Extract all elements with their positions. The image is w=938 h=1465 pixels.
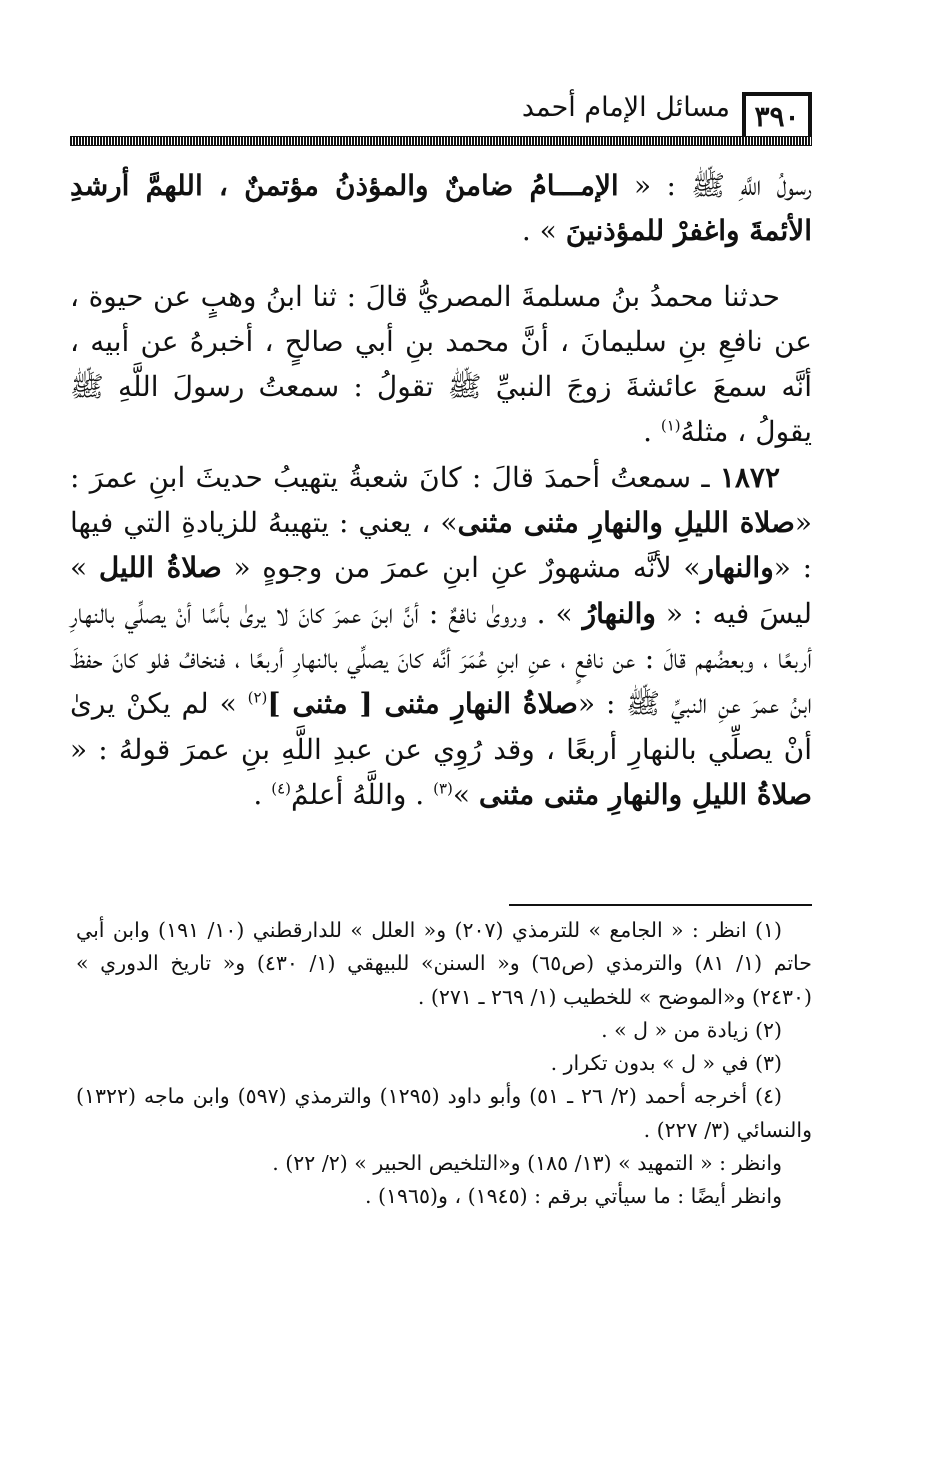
footnote-4-see-also: وانظر : « التمهيد » (١٣/ ١٨٥) و«التلخيص الحبير » (٢/ ٢٢) . <box>272 1151 782 1176</box>
header-rule <box>70 136 812 146</box>
masala-number: ١٨٧٢ <box>719 460 780 494</box>
footnote-4-see-also-2: وانظر أيضًا : ما سيأتي برقم : (١٩٤٥) ، و(١٩٦٥) . <box>364 1184 782 1209</box>
p3-text-k: » لم يكنْ يرىٰ أنْ يصلِّي بالنهارِ أربعًا ، وقد رُوِي عن عبدِ اللَّهِ بنِ عمرَ قولهُ : « <box>70 687 812 766</box>
p3-quote-1: صلاة الليلِ والنهارِ مثنى مثنى <box>457 506 795 540</box>
p3-text-g: » ليسَ فيه : « <box>70 551 812 630</box>
p3-quote-4: والنهارُ <box>582 596 656 630</box>
p3-quote-2: والنهار <box>700 551 774 585</box>
paragraph-2 <box>70 274 812 455</box>
p3-text-e: » لأنَّه مشهورٌ عنِ ابنِ عمرَ من وجوهٍ « <box>221 551 701 585</box>
page-number: ٣٩٠ <box>742 92 812 136</box>
p3-text-o: . <box>253 777 272 811</box>
book-title: مسائل الإمام أحمد <box>521 92 730 123</box>
paragraph-3 <box>70 455 812 817</box>
main-text <box>70 163 812 817</box>
footnote-3: (٣) في « ل » بدون تكرار . <box>550 1051 782 1076</box>
p2-text: حدثنا محمدُ بنُ مسلمةَ المصريُّ قالَ : ثنا ابنُ وهبٍ عن حيوة ، عن نافعِ بنِ سليمانَ ، أنَّ محمد بنِ أبي صالحٍ ، أخبرهُ عن أبيه ، أنَّه سمعَ عائشةَ زوجَ النبيِّ ﷺ تقولُ : سمعتُ رسولَ اللَّهِ ﷺ يقولُ ، مثلهُ <box>70 279 812 449</box>
footnote-ref-4: (٤) <box>271 779 291 798</box>
p2-end: . <box>643 415 661 449</box>
hadith-text: الإمـــامُ ضامنٌ والمؤذنُ مؤتمنٌ ، اللهمَّ أرشدِ الأئمةَ واغفرْ للمؤذنينَ <box>70 169 812 248</box>
footnote-1: (١) انظر : « الجامع » للترمذي (٢٠٧) و« العلل » للدارقطني (١٠/ ١٩١) وابن أبي حاتم (١/ ٨١) والترمذي (ص٦٥) و« السنن» للبيهقي (١/ ٤٣٠) و« تاريخ الدوري » (٢٤٣٠) و«الموضح » للخطيب (١/ ٢٦٩ ـ ٢٧١) . <box>76 918 812 1009</box>
p3-text-n: . واللَّهُ أعلمُ <box>290 777 434 811</box>
footnote-4: (٤) أخرجه أحمد (٢/ ٢٦ ـ ٥١) وأبو داود (١٢٩٥) والترمذي (٥٩٧) وابن ماجه (١٣٢٢) والنسائي (٣/ ٢٢٧) . <box>76 1084 812 1142</box>
p3-text-a: ـ سمعتُ أحمدَ قالَ : كانَ شعبةُ يتهيبُ حديثَ ابنِ عمرَ : « <box>70 460 812 540</box>
footnote-2: (٢) زيادة من « ل » . <box>601 1017 782 1042</box>
footnote-separator <box>509 904 812 906</box>
paragraph-1 <box>70 163 812 254</box>
footnote-ref-2: (٢) <box>247 688 268 707</box>
p3-quote-5: صلاةُ النهارِ مثنى [ مثنى ] <box>267 687 578 721</box>
p3-quote-3: صلاةُ الليل <box>98 551 222 585</box>
footnote-ref-3: (٣) <box>433 779 453 798</box>
p3-text-c: » ، يعني : يتهيبهُ للزيادةِ التي فيها : « <box>70 506 812 585</box>
p1-intro: رسولُ اللَّهِ ﷺ : « <box>618 169 812 202</box>
footnotes <box>76 914 812 1214</box>
p1-end: » . <box>521 214 566 248</box>
p3-text-m: » <box>452 777 479 811</box>
p3-quote-6: صلاةُ الليلِ والنهارِ مثنى مثنى <box>478 777 812 811</box>
p3-text-i: » . وروىٰ نافعٌ : أنَّ ابنَ عمرَ كانَ لا يرىٰ بأسًا أنْ يصلِّي بالنهارِ أربعًا ، وبعضُهم قالَ : عن نافعٍ ، عنِ ابنِ عُمَرَ أنَّه كانَ يصلِّي بالنهارِ أربعًا ، فنخافُ فلو كانَ حفظَ ابنُ عمرَ عنِ النبيِّ ﷺ : « <box>70 596 812 721</box>
page-header <box>70 92 812 146</box>
footnote-ref-1: (١) <box>660 417 681 436</box>
